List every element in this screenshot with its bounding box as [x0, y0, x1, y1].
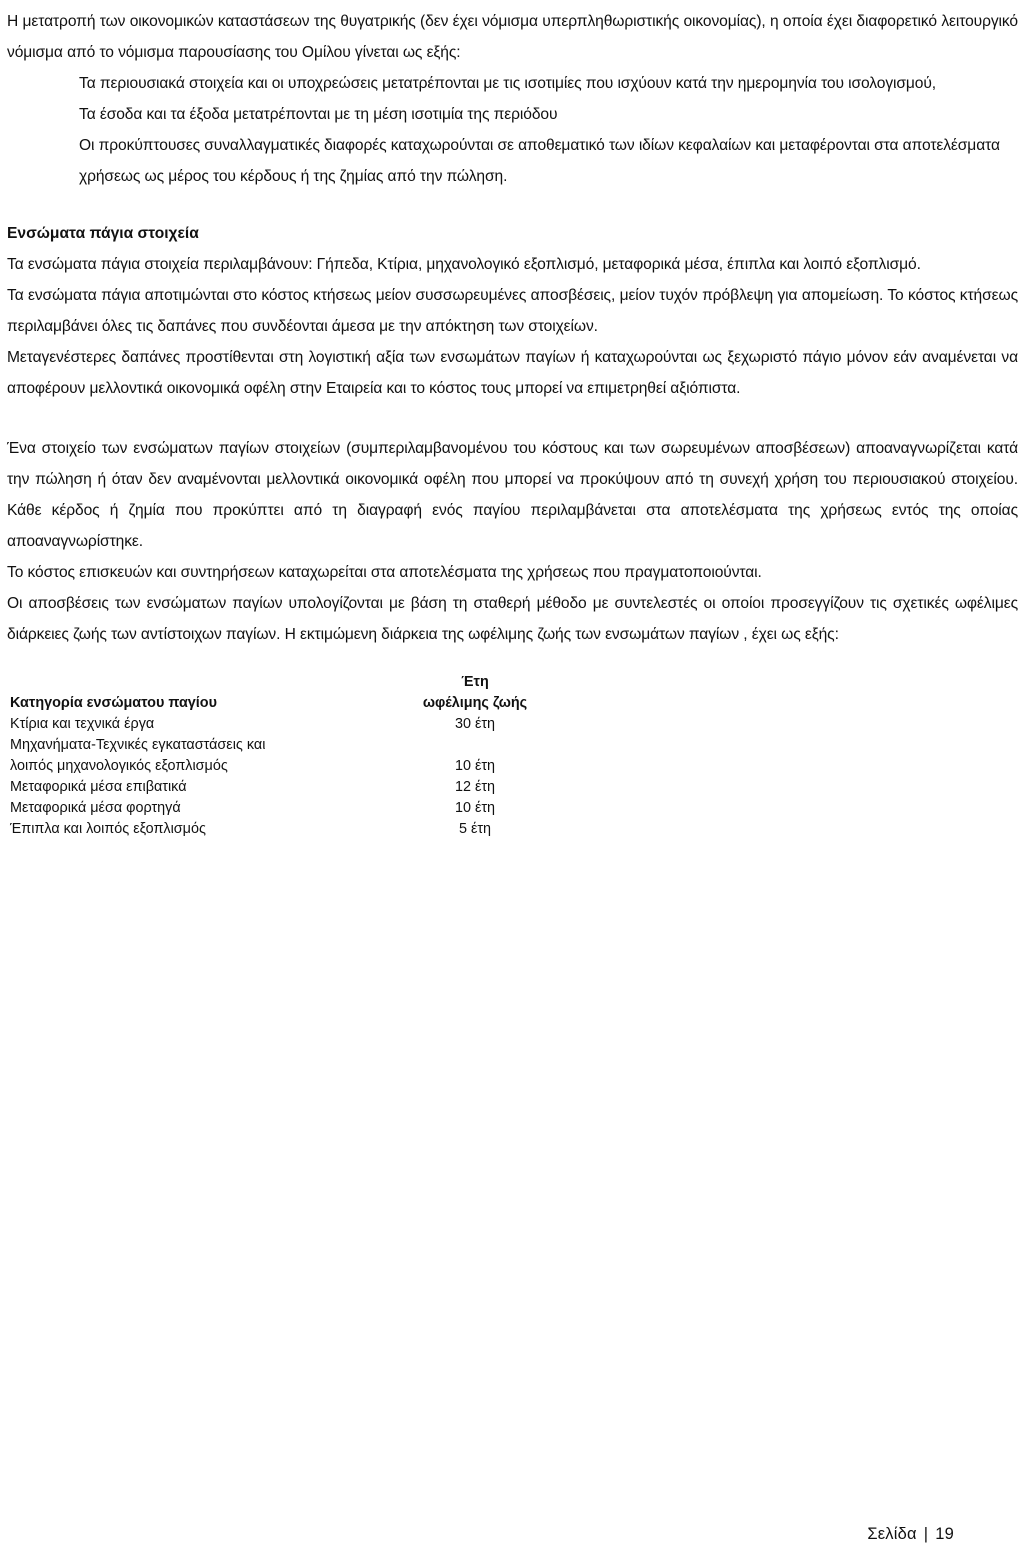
section-heading: Ενσώματα πάγια στοιχεία [7, 225, 199, 242]
table-row [7, 798, 540, 819]
list-item: Τα περιουσιακά στοιχεία και οι υποχρεώσεις μετατρέπονται με τις ισοτιμίες που ισχύουν κατά την ημερομηνία του ισολογισμού, [79, 75, 937, 92]
list-item: Οι προκύπτουσες συναλλαγματικές διαφορές καταχωρούνται σε αποθεματικό των ιδίων κεφαλαίων και μεταφέρονται στα αποτελέσματα χρήσεως ως μέρος του κέρδους ή της ζημίας από την πώληση. [79, 137, 1000, 185]
table-row [7, 777, 540, 798]
page-number-footer [867, 1524, 954, 1544]
table-cell-years: 10 έτη [454, 758, 496, 774]
table-cell-years: 10 έτη [454, 800, 496, 816]
table-cell-category-line1: Μηχανήματα-Τεχνικές εγκαταστάσεις και [10, 737, 266, 753]
column-header-category: Κατηγορία ενσώματου παγίου [10, 695, 217, 711]
table-cell-category [7, 735, 410, 777]
table-row [7, 735, 540, 777]
intro-paragraph: Η μετατροπή των οικονομικών καταστάσεων της θυγατρικής (δεν έχει νόμισμα υπερπληθωριστικής οικονομίας), η οποία έχει διαφορετικό λειτουργικό νόμισμα από το νόμισμα παρουσίασης του Ομίλου γίνεται ως εξής: [7, 13, 1018, 61]
paragraph: Οι αποσβέσεις των ενσώματων παγίων υπολογίζονται με βάση τη σταθερή μέθοδο με συντελεστές οι οποίοι προσεγγίζουν τις σχετικές ωφέλιμες διάρκειες ζωής των αντίστοιχων παγίων. Η εκτιμώμενη διάρκεια της ωφέλιμης ζωής των ενσωμάτων παγίων , έχει ως εξής: [7, 595, 1018, 643]
paragraph: Τα ενσώματα πάγια στοιχεία περιλαμβάνουν: Γήπεδα, Κτίρια, μηχανολογικό εξοπλισμό, μεταφορικά μέσα, έπιπλα και λοιπό εξοπλισμό. [7, 256, 921, 273]
paragraph: Μεταγενέστερες δαπάνες προστίθενται στη λογιστική αξία των ενσωμάτων παγίων ή καταχωρούνται ως ξεχωριστό πάγιο μόνον εάν αναμένεται να αποφέρουν μελλοντικά οικονομικά οφέλη στην Εταιρεία και το κόστος τους μπορεί να επιμετρηθεί αξιόπιστα. [7, 349, 1018, 397]
table-cell-category: Έπιπλα και λοιπός εξοπλισμός [10, 821, 206, 837]
table-row [7, 819, 540, 840]
useful-life-table [7, 672, 607, 840]
table-row [7, 714, 540, 735]
page-separator: | [923, 1525, 929, 1543]
table-cell-category: Κτίρια και τεχνικά έργα [10, 716, 155, 732]
translation-rules-list [7, 68, 1018, 192]
column-header-years-line2: ωφέλιμης ζωής [422, 695, 528, 711]
paragraph: Το κόστος επισκευών και συντηρήσεων καταχωρείται στα αποτελέσματα της χρήσεως που πραγματοποιούνται. [7, 564, 762, 581]
list-item: Τα έσοδα και τα έξοδα μετατρέπονται με τη μέση ισοτιμία της περιόδου [79, 106, 558, 123]
table-cell-category-line2: λοιπός μηχανολογικός εξοπλισμός [10, 758, 228, 774]
table-cell-years: 30 έτη [454, 716, 496, 732]
paragraph: Τα ενσώματα πάγια αποτιμώνται στο κόστος κτήσεως μείον συσσωρευμένες αποσβέσεις, μείον τυχόν πρόβλεψη για απομείωση. Το κόστος κτήσεως περιλαμβάνει όλες τις δαπάνες που συνδέονται άμεσα με την απόκτηση των στοιχείων. [7, 287, 1018, 335]
table-cell-years: 12 έτη [454, 779, 496, 795]
page-number: 19 [935, 1525, 954, 1543]
table-cell-years: 5 έτη [458, 821, 492, 837]
paragraph: Ένα στοιχείο των ενσώματων παγίων στοιχείων (συμπεριλαμβανομένου του κόστους και των σωρευμένων αποσβέσεων) αποαναγνωρίζεται κατά την πώληση ή όταν δεν αναμένονται μελλοντικά οικονομικά οφέλη που μπορεί να προκύψουν από τη συνεχή χρήση του περιουσιακού στοιχείου. Κάθε κέρδος ή ζημία που προκύπτει από τη διαγραφή ενός παγίου περιλαμβάνεται στα αποτελέσματα της χρήσεως εντός της οποίας αποαναγνωρίστηκε. [7, 440, 1018, 550]
table-cell-category: Μεταφορικά μέσα επιβατικά [10, 779, 187, 795]
table-cell-category: Μεταφορικά μέσα φορτηγά [10, 800, 181, 816]
column-header-years [410, 672, 540, 714]
column-header-years-line1: Έτη [461, 674, 489, 690]
table-header-row [7, 672, 540, 714]
page-label: Σελίδα [867, 1525, 917, 1543]
